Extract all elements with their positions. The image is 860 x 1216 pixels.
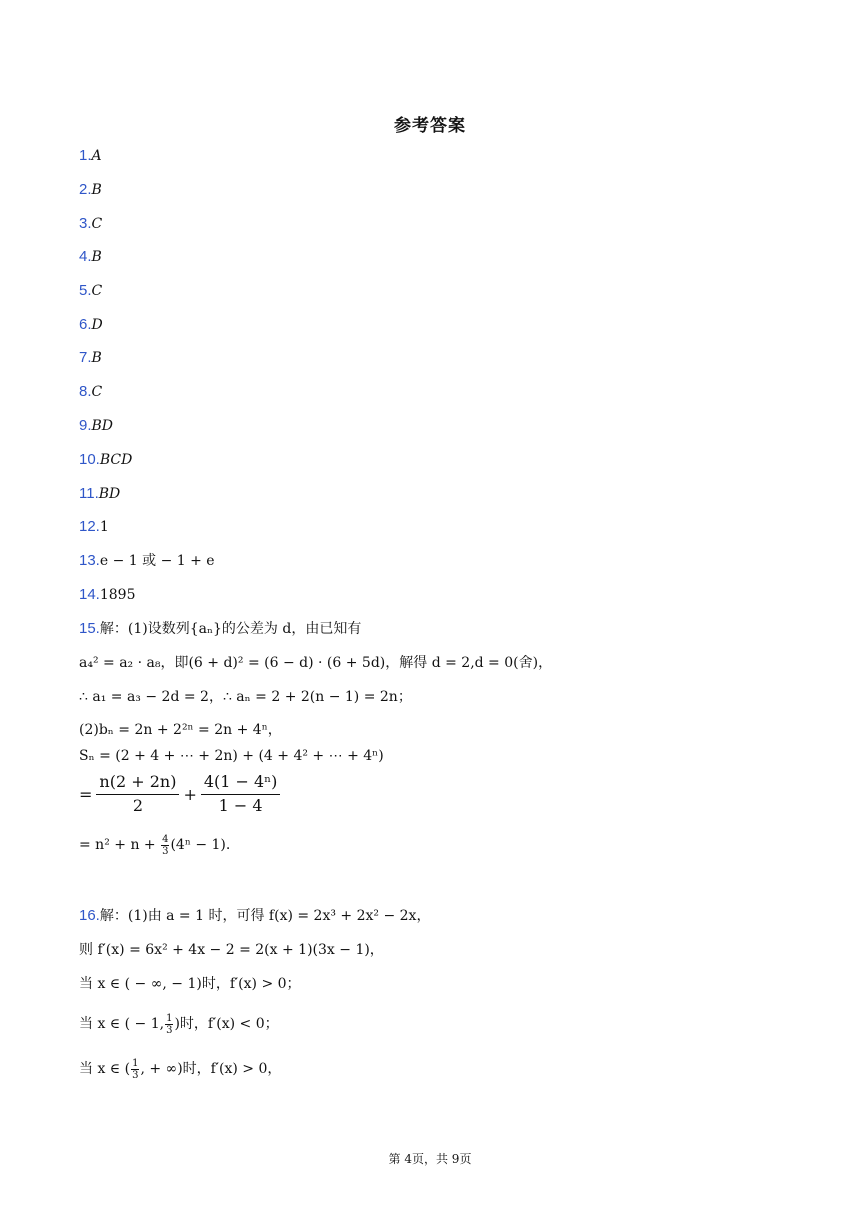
answer-value: C <box>91 216 103 232</box>
solution-text: 解：(1)设数列{aₙ}的公差为 d，由已知有 <box>99 621 362 637</box>
solution-16-line-1 <box>79 906 430 926</box>
solution-16-line-5 <box>79 1057 281 1081</box>
page-title: 参考答案 <box>394 116 466 136</box>
answer-number: 4. <box>79 248 92 265</box>
answer-item <box>79 484 120 504</box>
answer-item <box>79 180 102 200</box>
answer-item <box>79 517 109 537</box>
solution-15-line-2: a₄² = a₂ · a₈，即(6 + d)² = (6 − d) · (6 + 5d)，解得 d = 2,d = 0(舍)， <box>79 655 553 671</box>
page-footer: 第 4页，共 9页 <box>388 1152 472 1166</box>
answer-value: BCD <box>99 452 133 468</box>
answer-item <box>79 416 113 436</box>
answer-value: C <box>91 283 103 299</box>
solution-15-line-7 <box>79 833 230 857</box>
expression-part: 当 x ∈ ( <box>79 1061 131 1077</box>
solution-text: 解：(1)由 a = 1 时，可得 f(x) = 2x³ + 2x² − 2x， <box>99 908 431 924</box>
answer-item <box>79 146 102 166</box>
answer-value: B <box>91 249 102 265</box>
answer-number: 5. <box>79 282 92 299</box>
answer-value: 1 <box>99 519 109 535</box>
answer-value: B <box>91 350 102 366</box>
answer-item <box>79 214 102 234</box>
answer-number: 10. <box>79 451 100 468</box>
fraction-numerator: 1 <box>166 1012 173 1024</box>
answer-value: 1895 <box>99 587 136 603</box>
fraction-numerator: n(2 + 2n) <box>96 772 179 795</box>
answer-item <box>79 348 102 368</box>
solution-16-line-2: 则 f′(x) = 6x² + 4x − 2 = 2(x + 1)(3x − 1)， <box>79 942 384 958</box>
equals-sign: = <box>79 784 93 804</box>
small-fraction <box>165 1013 173 1036</box>
answer-number: 7. <box>79 349 92 366</box>
expression-part: )时，f′(x) < 0； <box>174 1016 279 1032</box>
answer-value: BD <box>98 486 121 502</box>
solution-15-line-1 <box>79 619 361 639</box>
answer-number: 11. <box>79 485 99 502</box>
answer-item <box>79 247 102 267</box>
answer-item <box>79 382 102 402</box>
fraction-denominator: 2 <box>132 796 144 815</box>
expression-part: (4ⁿ − 1). <box>170 837 231 853</box>
plus-sign: + <box>183 784 197 804</box>
small-fraction <box>131 1058 139 1081</box>
answer-number: 2. <box>79 181 92 198</box>
answer-item <box>79 281 102 301</box>
answer-item <box>79 585 136 605</box>
answer-value: e − 1 或 − 1 + e <box>99 553 215 569</box>
expression-part: 当 x ∈ ( − 1, <box>79 1016 165 1032</box>
answer-value: BD <box>91 418 114 434</box>
answer-number: 9. <box>79 417 92 434</box>
solution-15-fraction-line <box>79 770 284 818</box>
fraction-numerator: 1 <box>132 1057 139 1069</box>
small-fraction <box>161 834 169 857</box>
fraction-denominator: 3 <box>162 845 169 857</box>
fraction-numerator: 4(1 − 4ⁿ) <box>201 772 281 795</box>
solution-number: 15. <box>79 620 100 637</box>
answer-number: 12. <box>79 518 100 535</box>
fraction-denominator: 3 <box>166 1024 173 1036</box>
answer-number: 14. <box>79 586 100 603</box>
fraction-denominator: 1 − 4 <box>218 796 263 815</box>
answer-item <box>79 551 215 571</box>
answer-value: D <box>91 317 103 333</box>
fraction-1 <box>96 772 179 816</box>
answer-number: 1. <box>79 147 92 164</box>
answer-item <box>79 450 132 470</box>
answer-value: A <box>91 148 102 164</box>
answer-value: B <box>91 182 102 198</box>
expression-part: , + ∞)时，f′(x) > 0， <box>140 1061 282 1077</box>
solution-15-line-4: (2)bₙ = 2n + 2²ⁿ = 2n + 4ⁿ， <box>79 722 282 738</box>
solution-16-line-3: 当 x ∈ ( − ∞, − 1)时，f′(x) > 0； <box>79 976 301 992</box>
answer-value: C <box>91 384 103 400</box>
fraction-2 <box>201 772 281 816</box>
solution-15-line-5: Sₙ = (2 + 4 + ⋯ + 2n) + (4 + 4² + ⋯ + 4ⁿ) <box>79 748 384 764</box>
fraction-denominator: 3 <box>132 1069 139 1081</box>
answer-number: 13. <box>79 552 100 569</box>
solution-15-line-3: ∴ a₁ = a₃ − 2d = 2，∴ aₙ = 2 + 2(n − 1) = 2n； <box>79 689 412 705</box>
answer-item <box>79 315 103 335</box>
answer-number: 3. <box>79 215 92 232</box>
answer-number: 8. <box>79 383 92 400</box>
fraction-numerator: 4 <box>162 833 169 845</box>
solution-16-line-4 <box>79 1012 279 1036</box>
answer-number: 6. <box>79 316 92 333</box>
solution-number: 16. <box>79 907 100 924</box>
expression-part: = n² + n + <box>79 837 161 853</box>
